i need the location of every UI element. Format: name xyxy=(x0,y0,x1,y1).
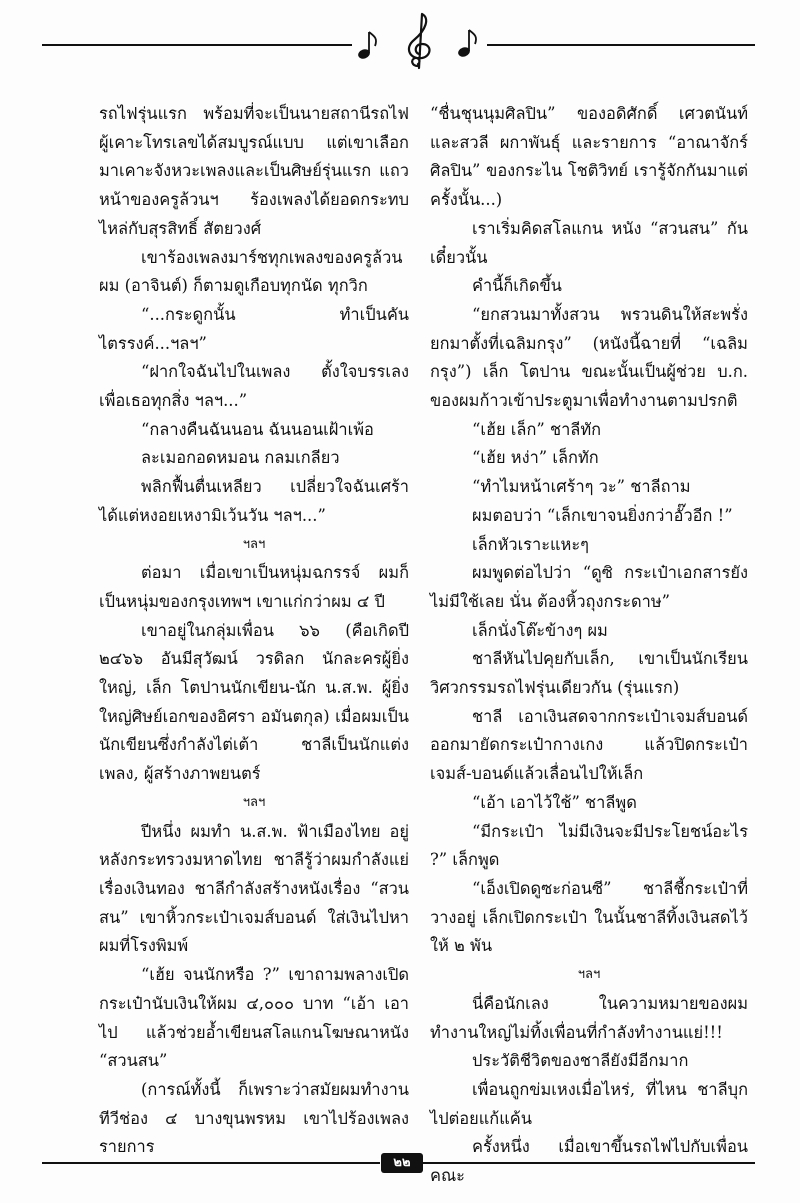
paragraph: เล็กหัวเราะแหะๆ xyxy=(472,534,589,554)
section-separator: ฯลฯ xyxy=(242,794,266,810)
paragraph: ผมตอบว่า “เล็กเขาจนยิ่งกว่าอั๊วอีก !” xyxy=(472,505,733,525)
footer-rule-left xyxy=(42,1162,380,1164)
paragraph: นี่คือนักเลง ในความหมายของผมทำงานใหญ่ไม่ทิ้งเพื่อนที่กำลังทำงานแย่!!! xyxy=(430,993,748,1042)
paragraph: เพื่อนถูกข่มเหงเมื่อไหร่, ที่ไหน ชาลีบุกไปต่อยแก้แค้น xyxy=(430,1079,748,1128)
paragraph: เล็กนั่งโต๊ะข้างๆ ผม xyxy=(472,620,608,640)
eighth-note-left-icon xyxy=(357,32,376,60)
paragraph: “เอ็งเปิดดูซะก่อนซี” ชาลีชี้กระเป๋าที่วางอยู่ เล็กเปิดกระเป๋า ในนั้นชาลีทิ้งเงินสดไว้ให้ ๒ พัน xyxy=(430,878,748,956)
paragraph: ปีหนึ่ง ผมทำ น.ส.พ. ฟ้าเมืองไทย อยู่หลังกระทรวงมหาดไทย ชาลีรู้ว่าผมกำลังแย่เรื่องเงินทอง ชาลีกำลังสร้างหนังเรื่อง “สวนสน” เขาหิ้วกระเป๋าเจมส์บอนด์ ใส่เงินไปหาผมที่โรงพิมพ์ xyxy=(99,821,409,956)
music-notes-icon xyxy=(352,10,487,70)
paragraph: เขาอยู่ในกลุ่มเพื่อน ๖๖ (คือเกิดปี ๒๔๖๖ อันมีสุวัฒน์ วรดิลก นักละครผู้ยิ่งใหญ่, เล็ก โตปานนักเขียน-นัก น.ส.พ. ผู้ยิ่งใหญ่ศิษย์เอกของอิศรา อมันตกุล) เมื่อผมเป็นนักเขียนซึ่งกำลังไต่เต้า ชาลีเป็นนักแต่งเพลง, ผู้สร้างภาพยนตร์ xyxy=(99,620,409,784)
paragraph: “กลางคืนฉันนอน ฉันนอนเฝ้าเพ้อ xyxy=(141,419,374,439)
page-number: ๒๒ xyxy=(381,1153,423,1173)
paragraph: คำนี้ก็เกิดขึ้น xyxy=(472,276,562,296)
paragraph: ครั้งหนึ่ง เมื่อเขาขึ้นรถไฟไปกับเพื่อนคณะ xyxy=(430,1137,748,1186)
paragraph: “...กระดูกนั้น ทำเป็นคันไตรรงค์...ฯลฯ” xyxy=(99,304,409,353)
right-text-column xyxy=(430,100,748,1191)
paragraph: รถไฟรุ่นแรก พร้อมที่จะเป็นนายสถานีรถไฟ ผู้เคาะโทรเลขได้สมบูรณ์แบบ แต่เขาเลือกมาเคาะจังหวะเพลงและเป็นศิษย์รุ่นแรก แถวหน้าของครูล้วนฯ ร้องเพลงได้ยอดกระทบไหล่กับสุรสิทธิ์ สัตยวงศ์ xyxy=(99,104,409,238)
paragraph: “ยกสวนมาทั้งสวน พรวนดินให้สะพรั่งยกมาตั้งที่เฉลิมกรุง” (หนังนี้ฉายที่ “เฉลิมกรุง”) เล็ก โตปาน ขณะนั้นเป็นผู้ช่วย บ.ก. ของผมก้าวเข้าประตูมาเพื่อทำงานตามปรกติ xyxy=(430,304,748,411)
paragraph: “เฮ้ย เล็ก” ชาลีทัก xyxy=(472,419,602,439)
paragraph: ประวัติชีวิตของชาลียังมีอีกมาก xyxy=(472,1051,689,1071)
paragraph: (การณ์ทั้งนี้ ก็เพราะว่าสมัยผมทำงานทีวีช่อง ๔ บางขุนพรหม เขาไปร้องเพลงรายการ xyxy=(99,1079,409,1157)
header-rule-right xyxy=(487,44,755,46)
paragraph: เขาร้องเพลงมาร์ชทุกเพลงของครูล้วน ผม (อาจินต์) ก็ตามดูเกือบทุกนัด ทุกวิก xyxy=(99,247,403,296)
paragraph: พลิกฟื้นตื่นเหลียว เปลี่ยวใจฉันเศร้า ได้แต่หงอยเหงามิเว้นวัน ฯลฯ...” xyxy=(99,477,409,525)
paragraph: เราเริ่มคิดสโลแกน หนัง “สวนสน” กันเดี๋ยวนั้น xyxy=(430,218,748,267)
paragraph: “มีกระเป๋า ไม่มีเงินจะมีประโยชน์อะไร ?” เล็กพูด xyxy=(430,821,748,870)
paragraph: “เฮ้ย หง่า” เล็กทัก xyxy=(472,448,599,468)
paragraph: ผมพูดต่อไปว่า “ดูซิ กระเป๋าเอกสารยังไม่มีใช้เลย นั่น ต้องหิ้วถุงกระดาษ” xyxy=(430,563,748,611)
treble-clef-icon xyxy=(409,14,430,68)
paragraph: “เอ้า เอาไว้ใช้” ชาลีพูด xyxy=(472,792,637,812)
eighth-note-right-icon xyxy=(457,30,476,58)
header-rule-left xyxy=(42,44,352,46)
paragraph: ชาลีหันไปคุยกับเล็ก, เขาเป็นนักเรียนวิศวกรรมรถไฟรุ่นเดียวกัน (รุ่นแรก) xyxy=(430,649,748,698)
paragraph: “ชื่นชุนนุมศิลปิน” ของอดิศักดิ์ เศวตนันท์ และสวลี ผกาพันธุ์ และรายการ “อาณาจักร์ศิลปิน” ของกระไน โชติวิทย์ เรารู้จักกันมาแต่ครั้งนั้น...) xyxy=(430,104,748,210)
paragraph: “ทำไมหน้าเศร้าๆ วะ” ชาลีถาม xyxy=(472,477,691,497)
paragraph: ละเมอกอดหมอน กลมเกลียว xyxy=(141,448,340,468)
paragraph: ชาลี เอาเงินสดจากกระเป๋าเจมส์บอนด์ออกมายัดกระเป๋ากางเกง แล้วปิดกระเป๋าเจมส์-บอนด์แล้วเลื่อนไปให้เล็ก xyxy=(430,706,748,784)
paragraph: ต่อมา เมื่อเขาเป็นหนุ่มฉกรรจ์ ผมก็เป็นหนุ่มของกรุงเทพฯ เขาแก่กว่าผม ๔ ปี xyxy=(99,563,409,611)
left-text-column xyxy=(99,100,409,1162)
section-separator: ฯลฯ xyxy=(577,967,601,983)
paragraph: “ฝากใจฉันไปในเพลง ตั้งใจบรรเลง เพื่อเธอทุกสิ่ง ฯลฯ...” xyxy=(99,362,409,411)
paragraph: “เฮ้ย จนนักหรือ ?” เขาถามพลางเปิดกระเป๋านับเงินให้ผม ๔,๐๐๐ บาท “เอ้า เอาไป แล้วช่วยอ้ำเขียนสโลแกนโฆษณาหนัง “สวนสน” xyxy=(99,965,409,1071)
footer-rule-right xyxy=(423,1162,755,1164)
section-separator: ฯลฯ xyxy=(242,536,266,552)
